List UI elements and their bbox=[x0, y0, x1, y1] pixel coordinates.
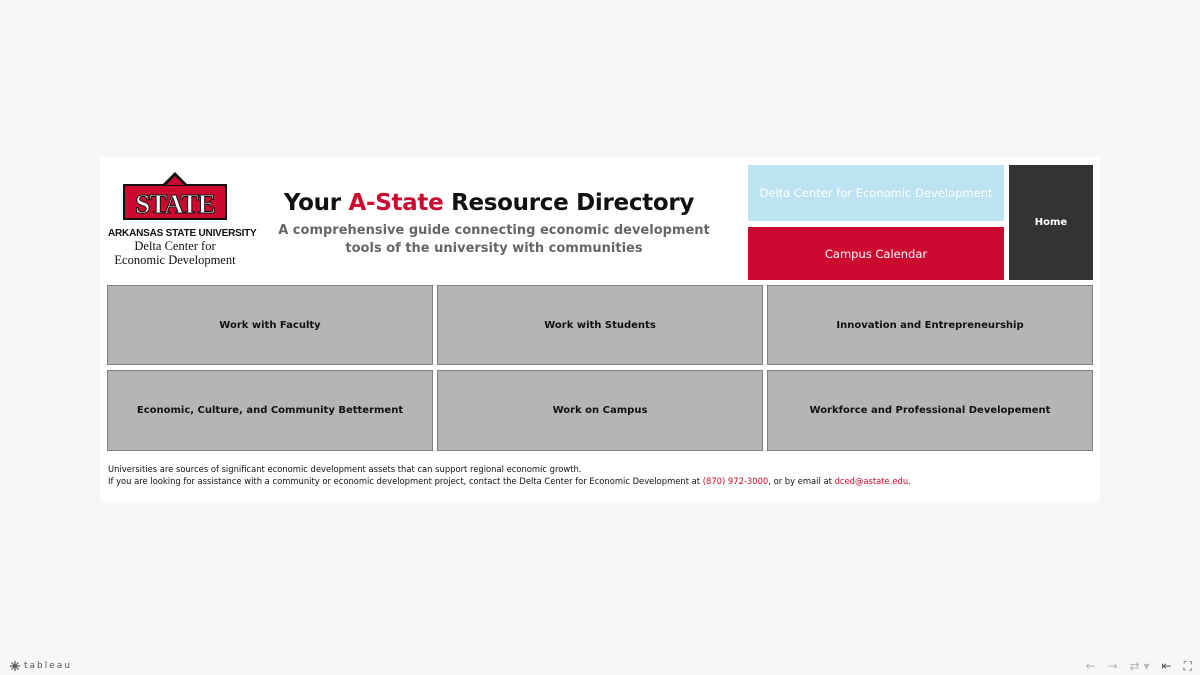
footer-line-2-end: . bbox=[908, 476, 911, 486]
delta-center-button[interactable]: Delta Center for Economic Development bbox=[748, 165, 1004, 221]
state-wordmark-logo bbox=[123, 172, 227, 222]
state-wordmark-text: STATE bbox=[135, 189, 215, 219]
title-prefix: Your bbox=[283, 190, 349, 216]
footer-line-2 bbox=[108, 475, 1098, 487]
footer-text bbox=[108, 463, 1098, 487]
undo-icon[interactable]: ← bbox=[1085, 659, 1096, 673]
department-line-1: Delta Center for bbox=[134, 239, 216, 253]
tableau-logo[interactable] bbox=[10, 660, 72, 672]
university-name: ARKANSAS STATE UNIVERSITY bbox=[108, 228, 257, 239]
footer-line-2-mid: , or by email at bbox=[768, 476, 835, 486]
email-link[interactable]: dced@astate.edu bbox=[834, 476, 909, 486]
redo-icon[interactable]: → bbox=[1107, 659, 1118, 673]
viz-toolbar bbox=[1086, 658, 1193, 674]
phone-link[interactable]: (870) 972-3000 bbox=[702, 476, 769, 486]
tile-workforce-development[interactable]: Workforce and Professional Developement bbox=[767, 370, 1093, 451]
fullscreen-icon[interactable]: ⛶ bbox=[1183, 658, 1192, 673]
footer-line-2-prefix: If you are looking for assistance with a community or economic development project, contact the Delta Center for Economic Development at bbox=[108, 476, 703, 486]
home-button[interactable]: Home bbox=[1009, 165, 1093, 280]
footer-line-1: Universities are sources of significant economic development assets that can support regional economic growth. bbox=[108, 464, 582, 474]
tile-work-on-campus[interactable]: Work on Campus bbox=[437, 370, 763, 451]
tile-community-betterment[interactable]: Economic, Culture, and Community Betterment bbox=[107, 370, 433, 451]
tile-work-with-faculty[interactable]: Work with Faculty bbox=[107, 285, 433, 365]
department-line-2: Economic Development bbox=[114, 253, 236, 267]
revert-icon[interactable]: ⇄ ▾ bbox=[1129, 659, 1150, 673]
campus-calendar-button[interactable]: Campus Calendar bbox=[748, 227, 1004, 280]
title-accent: A-State bbox=[348, 190, 444, 216]
astate-logo bbox=[108, 172, 257, 276]
tile-innovation-entrepreneurship[interactable]: Innovation and Entrepreneurship bbox=[767, 285, 1093, 365]
title-suffix: Resource Directory bbox=[443, 190, 695, 216]
revert-all-icon[interactable]: ⇤ bbox=[1161, 659, 1172, 673]
tableau-wordmark: tableau bbox=[24, 661, 73, 671]
tile-work-with-students[interactable]: Work with Students bbox=[437, 285, 763, 365]
page-title bbox=[268, 190, 710, 216]
tableau-cross-icon bbox=[10, 661, 20, 671]
page-subtitle: A comprehensive guide connecting economic development tools of the university with communities bbox=[278, 223, 710, 256]
